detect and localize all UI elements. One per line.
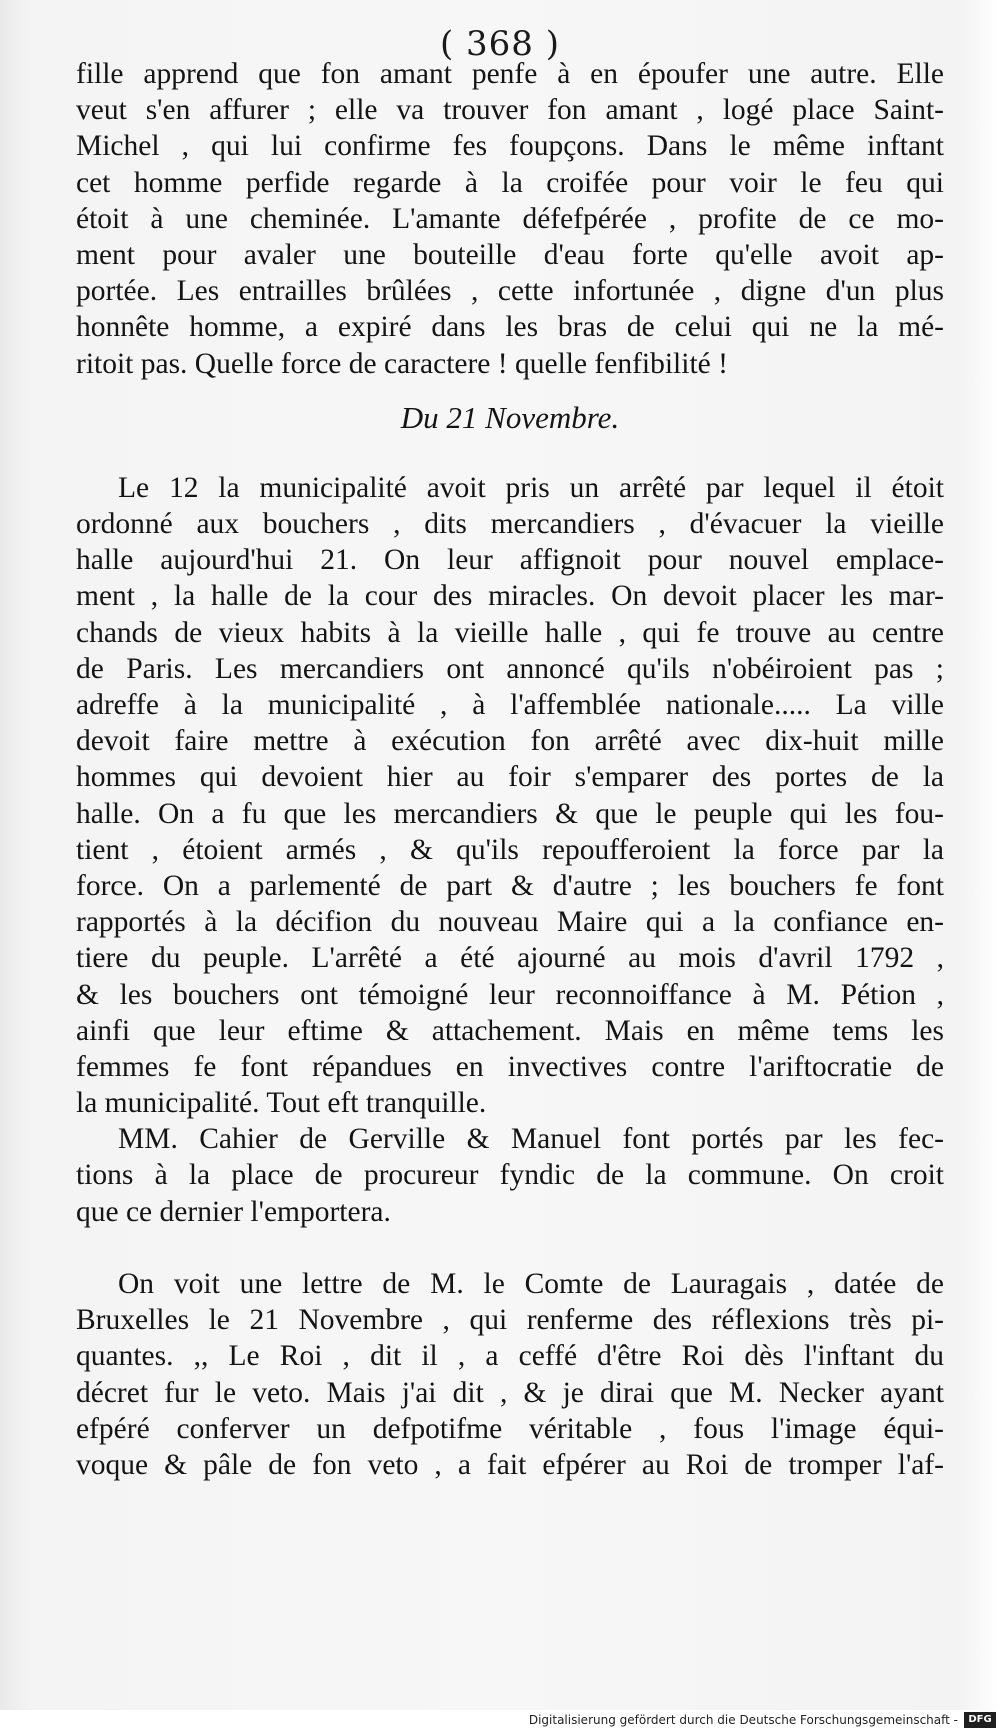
text-line: ordonné aux bouchers , dits mercandiers , d'évacuer la vieille	[76, 508, 944, 541]
text-line: & les bouchers ont témoigné leur reconnoiffance à M. Pétion ,	[76, 978, 944, 1011]
text-line: voque & pâle de fon veto , a fait efpérer au Roi de tromper l'af-	[76, 1448, 944, 1481]
text-line: On voit une lettre de M. le Comte de Lauragais , datée de	[118, 1268, 944, 1300]
text-line: quantes. ,, Le Roi , dit il , a ceffé d'être Roi dès l'inftant du	[76, 1340, 944, 1373]
text-line: halle aujourd'hui 21. On leur affignoit pour nouvel emplace-	[76, 544, 944, 577]
text-line: femmes fe font répandues en invectives contre l'ariftocratie de	[76, 1050, 944, 1083]
text-line: la municipalité. Tout eft tranquille.	[76, 1087, 487, 1120]
paragraph-3	[76, 1121, 944, 1230]
text-line: de Paris. Les mercandiers ont annoncé qu'ils n'obéiroient pas ;	[76, 652, 944, 685]
text-line: étoit à une cheminée. L'amante défefpérée , profite de ce mo-	[76, 202, 944, 235]
text-line: ritoit pas. Quelle force de caractere ! quelle fenfibilité !	[76, 347, 728, 380]
text-line: tient , étoient armés , & qu'ils repoufferoient la force par la	[76, 833, 944, 866]
text-line: cet homme perfide regarde à la croifée pour voir le feu qui	[76, 166, 944, 199]
text-line: hommes qui devoient hier au foir s'emparer des portes de la	[76, 761, 944, 794]
section-heading: Du 21 Novembre.	[400, 399, 620, 435]
text-line: halle. On a fu que les mercandiers & que le peuple qui les fou-	[76, 797, 944, 830]
page-number: ( 368 )	[439, 24, 561, 64]
text-line: que ce dernier l'emportera.	[76, 1195, 391, 1228]
text-line: fille apprend que fon amant penfe à en époufer une autre. Elle	[76, 58, 944, 90]
text-line: ment , la halle de la cour des miracles. On devoit placer les mar-	[76, 580, 944, 613]
text-line: Le 12 la municipalité avoit pris un arrêté par lequel il étoit	[118, 471, 944, 504]
text-line: rapportés à la décifion du nouveau Maire qui a la confiance en-	[76, 906, 944, 939]
text-line: tions à la place de procureur fyndic de la commune. On croit	[76, 1159, 944, 1192]
body-text	[76, 56, 944, 1483]
text-line: devoit faire mettre à exécution fon arrêté avec dix-huit mille	[76, 725, 944, 758]
digitization-footer	[0, 1710, 1000, 1730]
paragraph-gap	[76, 1230, 944, 1266]
paragraph-4	[76, 1266, 944, 1483]
paragraph-2	[76, 470, 944, 1121]
text-line: décret fur le veto. Mais j'ai dit , & je dirai que M. Necker ayant	[76, 1376, 944, 1409]
text-line: adreffe à la municipalité , à l'affemblée nationale..... La ville	[76, 689, 944, 721]
dfg-logo: DFG	[964, 1712, 996, 1728]
text-line: efpéré conferver un defpotifme véritable , fous l'image équi-	[76, 1412, 944, 1445]
text-line: Michel , qui lui confirme fes foupçons. Dans le même inftant	[76, 130, 944, 163]
text-line: force. On a parlementé de part & d'autre ; les bouchers fe font	[76, 869, 944, 902]
text-line: honnête homme, a expiré dans les bras de celui qui ne la mé-	[76, 311, 944, 344]
text-line: tiere du peuple. L'arrêté a été ajourné au mois d'avril 1792 ,	[76, 942, 944, 975]
text-line: veut s'en affurer ; elle va trouver fon amant , logé place Saint-	[76, 94, 944, 127]
footer-credit: Digitalisierung gefördert durch die Deutsche Forschungsgemeinschaft -	[528, 1713, 958, 1727]
text-line: Bruxelles le 21 Novembre , qui renferme des réflexions très pi-	[76, 1304, 944, 1337]
text-line: ment pour avaler une bouteille d'eau forte qu'elle avoit ap-	[76, 238, 944, 271]
text-line: chands de vieux habits à la vieille halle , qui fe trouve au centre	[76, 616, 944, 649]
text-line: ainfi que leur eftime & attachement. Mais en même tems les	[76, 1014, 944, 1047]
text-line: portée. Les entrailles brûlées , cette infortunée , digne d'un plus	[76, 275, 944, 308]
text-line: MM. Cahier de Gerville & Manuel font portés par les fec-	[118, 1123, 944, 1156]
paragraph-1	[76, 56, 944, 382]
